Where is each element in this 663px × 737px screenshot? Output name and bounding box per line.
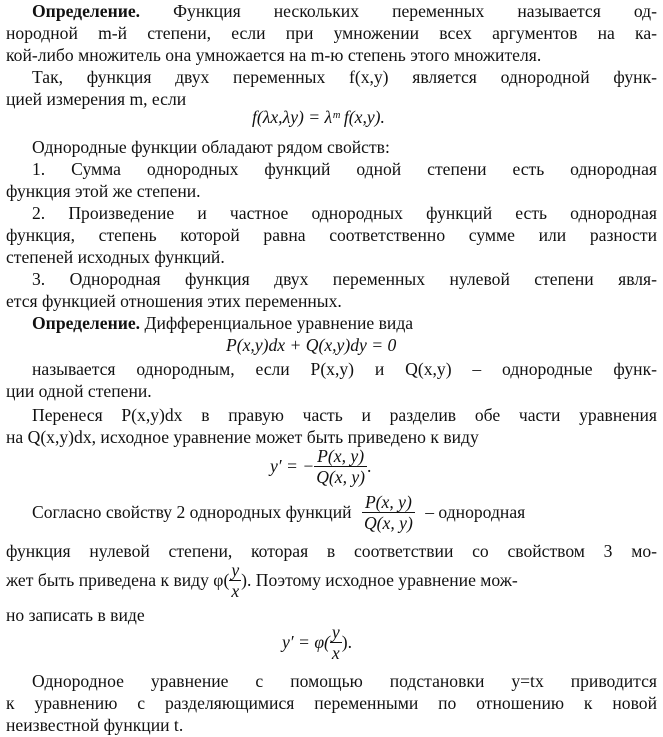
y-over-x-fraction: $\frac{y}{x}$ (331, 622, 340, 663)
transfer-line-2: на Q(x,y)dx, исходное уравнение может быть приведено к виду (6, 427, 479, 447)
definition-line-3: кой-либо множитель она умножается на m-ю степень этого множителя. (6, 45, 542, 65)
y-over-x-inline-fraction: $\frac{y}{x}$ (231, 560, 240, 601)
property-2-line-1: 2. Произведение и частное однородных функций есть однородная (32, 203, 657, 223)
final-line-2: к уравнению с разделяющимися переменными по отношению к новой (6, 693, 657, 713)
definition-line-1: Определение. Функция нескольких переменных называется од- (32, 1, 657, 21)
y-prime-formula: y′ = − $\frac{P(x, y)}{Q(x, y)}$ . (270, 446, 372, 487)
property-3-line-1: 3. Однородная функция двух переменных нулевой степени явля- (32, 269, 657, 289)
definition-2-label: Определение. (32, 313, 141, 333)
homogeneity-formula: f(λx,λy) = λᵐ f(x,y). (252, 107, 385, 127)
property-2-line-3: степеней исходных функций. (6, 247, 225, 267)
definition-label: Определение. (32, 1, 141, 21)
definition-2-line-3: ции одной степени. (6, 381, 152, 401)
property-2-line-2: функция, степень которой равна соответственно сумме или разности (6, 225, 657, 245)
p-over-q-inline-fraction: $\frac{P(x, y)}{Q(x, y)}$ (363, 492, 413, 533)
definition-2-line-2: называется однородным, если P(x,y) и Q(x,y) – однородные функ- (32, 359, 657, 379)
homogeneous-example-line-2: цией измерения m, если (6, 89, 187, 109)
prop2-line-1: Согласно свойству 2 однородных функций $\frac{P(x, y)}{Q(x, y)}$ – однородная (32, 492, 526, 533)
final-line-3: неизвестной функции t. (6, 715, 184, 735)
y-prime-phi-formula: y′ = φ( $\frac{y}{x}$ ). (282, 622, 352, 663)
final-line-1: Однородное уравнение с помощью подстановки y=tx приводится (32, 671, 657, 691)
property-1-line-1: 1. Сумма однородных функций одной степени есть однородная (32, 159, 657, 179)
property-1-line-2: функция этой же степени. (6, 181, 201, 201)
prop2-line-4: но записать в виде (6, 605, 145, 625)
p-over-q-fraction: $\frac{P(x, y)}{Q(x, y)}$ (316, 446, 366, 487)
prop2-line-2: функция нулевой степени, которая в соответствии со свойством 3 мо- (6, 541, 657, 561)
properties-intro: Однородные функции обладают рядом свойств: (32, 137, 390, 157)
homogeneous-example-line-1: Так, функция двух переменных f(x,y) является однородной функ- (32, 67, 657, 87)
transfer-line-1: Перенеся P(x,y)dx в правую часть и разделив обе части уравнения (32, 405, 657, 425)
differential-equation-formula: P(x,y)dx + Q(x,y)dy = 0 (226, 335, 397, 355)
prop2-line-3: жет быть приведена к виду φ( $\frac{y}{x}$ ). Поэтому исходное уравнение мож- (6, 560, 518, 601)
property-3-line-2: ется функцией отношения этих переменных. (6, 291, 342, 311)
definition-line-2: нородной m-й степени, если при умножении всех аргументов на ка- (6, 23, 657, 43)
definition-2-line-1: Определение. Дифференциальное уравнение вида (32, 313, 414, 333)
